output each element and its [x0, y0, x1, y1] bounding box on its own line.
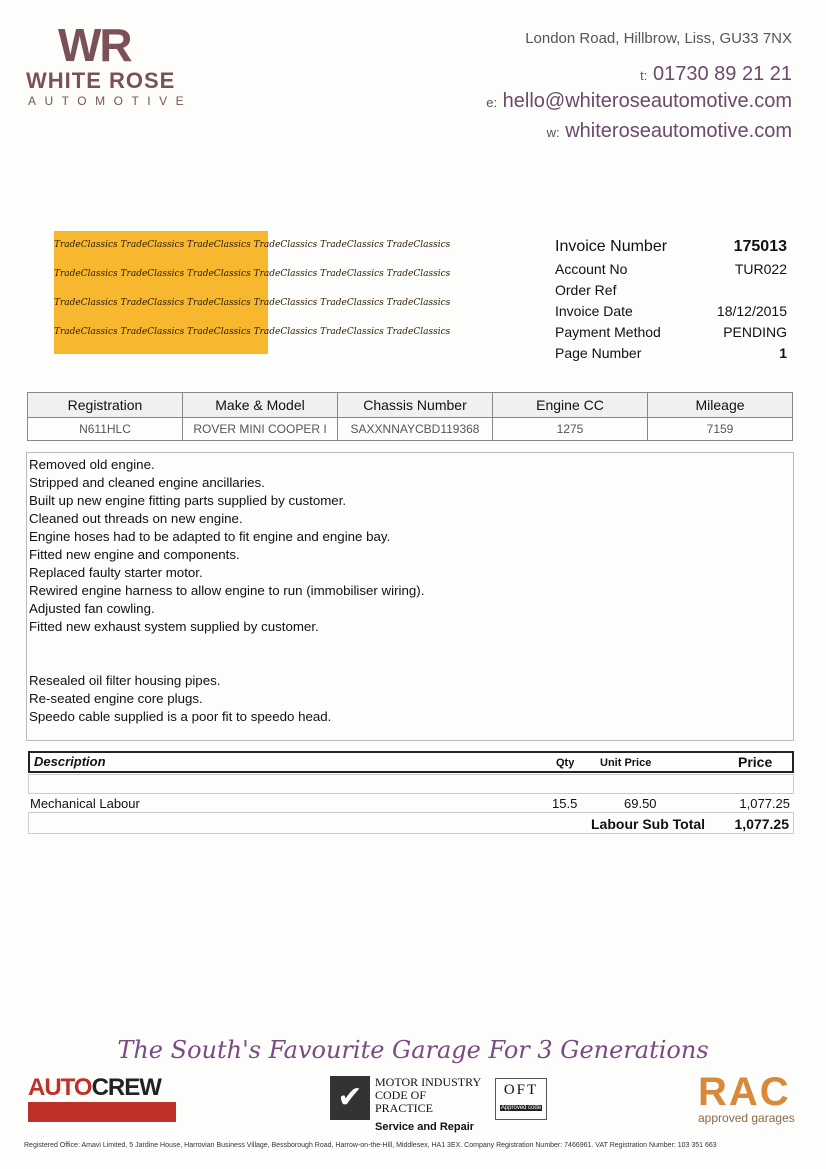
invoice-info-label: Account No: [555, 260, 628, 277]
oft-sub: Approved code: [500, 1105, 542, 1111]
work-note-line: Resealed oil filter housing pipes.: [29, 673, 221, 688]
invoice-info-label: Page Number: [555, 344, 642, 361]
work-note-line: Speedo cable supplied is a poor fit to speedo head.: [29, 709, 332, 724]
items-row: [30, 794, 792, 814]
mic-line3: Service and Repair: [375, 1121, 475, 1133]
vehicle-value-cell: 7159: [648, 418, 793, 441]
email-value: hello@whiteroseautomotive.com: [502, 90, 792, 112]
vehicle-header-cell: Chassis Number: [338, 393, 493, 418]
work-note-line: Rewired engine harness to allow engine to run (immobiliser wiring).: [29, 583, 425, 598]
company-website: [547, 120, 792, 143]
company-address: London Road, Hillbrow, Liss, GU33 7NX: [525, 30, 792, 47]
vehicle-value-cell: 1275: [493, 418, 648, 441]
vehicle-value-cell: SAXXNNAYCBD119368: [338, 418, 493, 441]
work-note-line: Fitted new engine and components.: [29, 547, 240, 562]
web-value: whiteroseautomotive.com: [565, 120, 792, 142]
vehicle-table: [27, 392, 793, 441]
autocrew-text-b: CREW: [91, 1074, 161, 1101]
rac-sub: approved garages: [698, 1111, 795, 1125]
invoice-info-row: [555, 236, 787, 258]
autocrew-bar: [28, 1102, 176, 1122]
vehicle-value-cell: ROVER MINI COOPER I: [183, 418, 338, 441]
invoice-info-row: [555, 279, 787, 300]
trade-classics-sticker: [54, 231, 451, 354]
labour-subtotal: [28, 812, 794, 834]
web-label: w:: [546, 125, 560, 140]
autocrew-logo: [28, 1074, 178, 1124]
work-note-line: Cleaned out threads on new engine.: [29, 511, 243, 526]
footer-slogan: The South's Favourite Garage For 3 Generations: [117, 1036, 709, 1064]
mic-line1: MOTOR INDUSTRY: [375, 1075, 482, 1089]
company-logo-subtitle: AUTOMOTIVE: [28, 94, 193, 108]
vehicle-header-cell: Make & Model: [183, 393, 338, 418]
mic-line2: CODE OF PRACTICE: [375, 1088, 434, 1115]
vehicle-header-cell: Mileage: [648, 393, 793, 418]
email-label: e:: [486, 95, 498, 110]
items-header-description: Description: [34, 754, 106, 769]
vehicle-header-cell: Engine CC: [493, 393, 648, 418]
items-header-price: Price: [738, 754, 773, 770]
work-note-line: Engine hoses had to be adapted to fit engine and engine bay.: [29, 529, 391, 544]
company-logo-name: WHITE ROSE: [26, 68, 176, 93]
subtotal-label: Labour Sub Total: [591, 816, 706, 832]
invoice-info-value: 18/12/2015: [716, 302, 787, 319]
oft-logo: [495, 1078, 547, 1120]
work-note-line: Stripped and cleaned engine ancillaries.: [29, 475, 265, 490]
invoice-info-label: Payment Method: [555, 323, 661, 340]
rac-wordmark: RAC: [698, 1070, 791, 1114]
sticker-row: TradeClassics TradeClassics TradeClassics TradeClassics TradeClassics TradeClassics: [54, 298, 451, 308]
items-header: [28, 751, 794, 773]
autocrew-text-a: AUTO: [28, 1074, 92, 1101]
vehicle-header-row: [28, 393, 793, 418]
motor-industry-logo: [330, 1075, 485, 1133]
item-price: 1,077.25: [739, 796, 790, 811]
rac-logo: [698, 1070, 798, 1125]
invoice-info-value: PENDING: [723, 323, 787, 340]
items-spacer: [28, 774, 794, 794]
work-note-line: Built up new engine fitting parts supplied by customer.: [29, 493, 347, 508]
work-note-line: Fitted new exhaust system supplied by customer.: [29, 619, 319, 634]
company-logo-initials: WR: [58, 19, 131, 71]
invoice-info: [555, 236, 787, 363]
sticker-row: TradeClassics TradeClassics TradeClassics TradeClassics TradeClassics TradeClassics: [54, 269, 451, 279]
autocrew-wordmark: [28, 1074, 178, 1102]
work-note-line: Re-seated engine core plugs.: [29, 691, 203, 706]
vehicle-value-row: [28, 418, 793, 441]
item-description: Mechanical Labour: [30, 796, 140, 811]
registered-office: Registered Office: Amavi Limited, 5 Jardine House, Harrovian Business Village, Bessborough Road, Harrow-on-the-Hill, Middlesex, HA1 3EX. Company Registration Number: 7466961. VAT Registration Number: 103 351 663: [24, 1142, 717, 1149]
invoice-info-row: [555, 258, 787, 279]
item-unit-price: 69.50: [624, 796, 657, 811]
invoice-info-row: [555, 300, 787, 321]
invoice-info-label: Invoice Number: [555, 238, 668, 255]
company-phone: [640, 63, 792, 86]
item-qty: 15.5: [552, 796, 578, 811]
phone-value: 01730 89 21 21: [652, 63, 792, 85]
work-notes: [26, 452, 794, 741]
sticker-row: TradeClassics TradeClassics TradeClassics TradeClassics TradeClassics TradeClassics: [54, 240, 451, 250]
work-note-line: Replaced faulty starter motor.: [29, 565, 203, 580]
oft-text: OFT: [503, 1082, 539, 1098]
items-header-unit-price: Unit Price: [600, 757, 652, 769]
sticker-row: TradeClassics TradeClassics TradeClassics TradeClassics TradeClassics TradeClassics: [54, 327, 451, 337]
invoice-info-label: Invoice Date: [555, 302, 633, 319]
phone-label: t:: [640, 68, 648, 83]
invoice-info-row: [555, 342, 787, 363]
vehicle-value-cell: N611HLC: [28, 418, 183, 441]
items-header-qty: Qty: [556, 757, 575, 769]
subtotal-value: 1,077.25: [734, 816, 789, 832]
work-note-line: Adjusted fan cowling.: [29, 601, 155, 616]
motor-industry-text: [375, 1076, 485, 1134]
work-note-line: Removed old engine.: [29, 457, 155, 472]
vehicle-header-cell: Registration: [28, 393, 183, 418]
invoice-info-label: Order Ref: [555, 281, 617, 298]
invoice-info-row: [555, 321, 787, 342]
work-note-gap: [29, 636, 791, 672]
checkmark-icon: ✔: [330, 1076, 370, 1120]
invoice-info-value: TUR022: [734, 260, 787, 277]
invoice-info-value: 1: [779, 344, 787, 361]
invoice-info-value: 175013: [733, 238, 787, 255]
company-email: [486, 90, 792, 113]
